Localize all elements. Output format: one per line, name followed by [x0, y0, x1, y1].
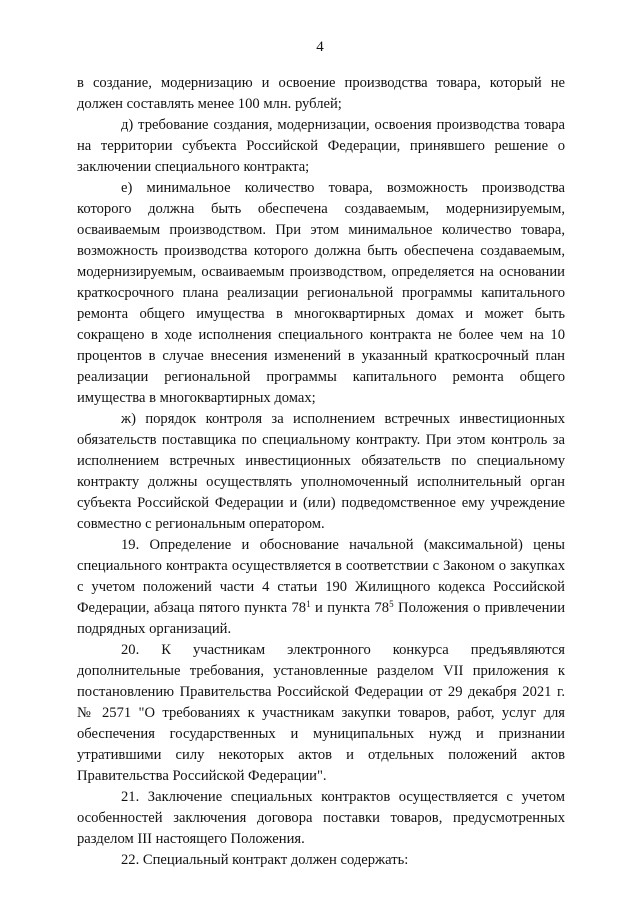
page-number: 4 — [316, 39, 324, 55]
paragraph-item-zh: ж) порядок контроля за исполнением встречных инвестиционных обязательств поставщика по специальному контракту. При этом контроль за исполнением встречных инвестиционных обязательств по специальному контракту должны осуществлять уполномоченный исполнительный орган субъекта Российской Федерации и (или) подведомственное ему учреждение совместно с региональным оператором. — [77, 411, 565, 532]
paragraph-20: 20. К участникам электронного конкурса предъявляются дополнительные требования, установленные разделом VII приложения к постановлению Правительства Российской Федерации от 29 декабря 2021 г. № 2571 "О требованиях к участникам закупки товаров, работ, услуг для обеспечения государственных и муниципальных нужд и признании утратившими силу некоторых актов и отдельных положений актов Правительства Российской Федерации". — [77, 642, 565, 784]
paragraph-21: 21. Заключение специальных контрактов осуществляется с учетом особенностей заключения договора поставки товаров, предусмотренных разделом III настоящего Положения. — [77, 789, 565, 847]
paragraph-item-d: д) требование создания, модернизации, освоения производства товара на территории субъекта Российской Федерации, принявшего решение о заключении специального контракта; — [77, 117, 565, 175]
document-body — [77, 73, 565, 871]
paragraph-22: 22. Специальный контракт должен содержать: — [121, 852, 409, 868]
paragraph-19-text-b: и пункта 78 — [310, 600, 390, 616]
paragraph-19-sup-2: 5 — [389, 599, 394, 609]
paragraph-19-text-a: 19. Определение и обоснование начальной (максимальной) цены специального контракта осуществляется в соответствии с Законом о закупках с учетом положений части 4 статьи 190 Жилищного кодекса Российской Федерации, абзаца пятого пункта 78 — [77, 537, 565, 616]
paragraph-19 — [77, 535, 565, 640]
paragraph-19-text-c: Положения о привлечении подрядных организаций. — [77, 600, 565, 637]
paragraph-continuation: в создание, модернизацию и освоение производства товара, который не должен составлять менее 100 млн. рублей; — [77, 75, 565, 112]
paragraph-19-sup-1: 1 — [306, 599, 311, 609]
paragraph-item-e: е) минимальное количество товара, возможность производства которого должна быть обеспечена создаваемым, модернизируемым, осваиваемым производством. При этом минимальное количество товара, возможность производства которого должна быть обеспечена создаваемым, модернизируемым, осваиваемым производством, определяется на основании краткосрочного плана реализации региональной программы капитального ремонта общего имущества в многоквартирных домах и может быть сокращено в ходе исполнения специального контракта не более чем на 10 процентов в случае внесения изменений в указанный краткосрочный план реализации региональной программы капитального ремонта общего имущества в многоквартирных домах; — [77, 180, 565, 406]
